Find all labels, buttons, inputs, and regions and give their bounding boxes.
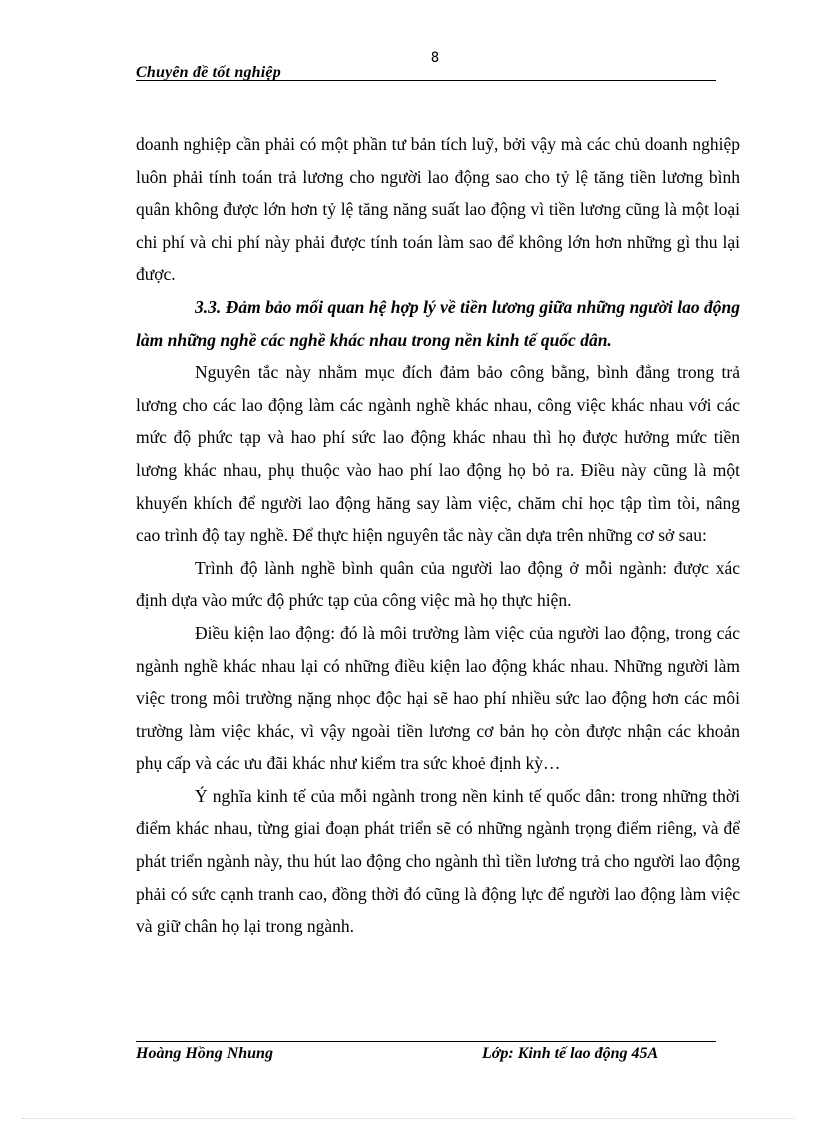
paragraph-4: Điều kiện lao động: đó là môi trường làm việc của người lao động, trong các ngành nghề khác nhau lại có những điều kiện lao động khác nhau. Những người làm việc trong môi trường nặng nhọc độc hại sẽ hao phí nhiều sức lao động hơn các môi trường làm việc khác, vì vậy ngoài tiền lương cơ bản họ còn được nhận các khoản phụ cấp và các ưu đãi khác như kiểm tra sức khoẻ định kỳ… [136,622,740,774]
footer-rule [136,1041,716,1042]
section-heading: 3.3. Đảm bảo mối quan hệ hợp lý về tiền lương giữa những người lao động làm những nghề các nghề khác nhau trong nền kinh tế quốc dân. [136,296,740,350]
paragraph-1: doanh nghiệp cần phải có một phần tư bản tích luỹ, bởi vậy mà các chủ doanh nghiệp luôn phải tính toán trả lương cho người lao động sao cho tỷ lệ tăng tiền lương bình quân không được lớn hơn tỷ lệ tăng năng suất lao động vì tiền lương cũng là một loại chi phí và chi phí này phải được tính toán làm sao để không lớn hơn những gì thu lại được. [136,134,740,285]
header-title: Chuyên đề tốt nghiệp [136,64,281,81]
footer-author: Hoàng Hồng Nhung [136,1045,273,1062]
paragraph-2: Nguyên tắc này nhằm mục đích đảm bảo công bằng, bình đẳng trong trả lương cho các lao động làm các ngành nghề khác nhau, công việc khác nhau với các mức độ phức tạp và hao phí sức lao động khác nhau thì họ được hưởng mức tiền lương khác nhau, phụ thuộc vào hao phí lao động họ bỏ ra. Điều này cũng là một khuyến khích để người lao động hăng say làm việc, chăm chỉ học tập tìm tòi, nâng cao trình độ tay nghề. Để thực hiện nguyên tắc này cần dựa trên những cơ sở sau: [136,362,740,546]
document-body [136,128,740,943]
header-rule [136,80,716,81]
paragraph-5: Ý nghĩa kinh tế của mỗi ngành trong nền kinh tế quốc dân: trong những thời điểm khác nhau, từng giai đoạn phát triển sẽ có những ngành trọng điểm riêng, và để phát triển ngành này, thu hút lao động cho ngành thì tiền lương trả cho người lao động phải có sức cạnh tranh cao, đồng thời đó cũng là động lực để người lao động làm việc và giữ chân họ lại trong ngành. [136,785,741,937]
footer-class: Lớp: Kinh tế lao động 45A [482,1045,659,1062]
page-edge [22,1118,794,1119]
page-number: 8 [430,50,440,66]
paragraph-3: Trình độ lành nghề bình quân của người lao động ở mỗi ngành: được xác định dựa vào mức độ phức tạp của công việc mà họ thực hiện. [136,557,740,611]
